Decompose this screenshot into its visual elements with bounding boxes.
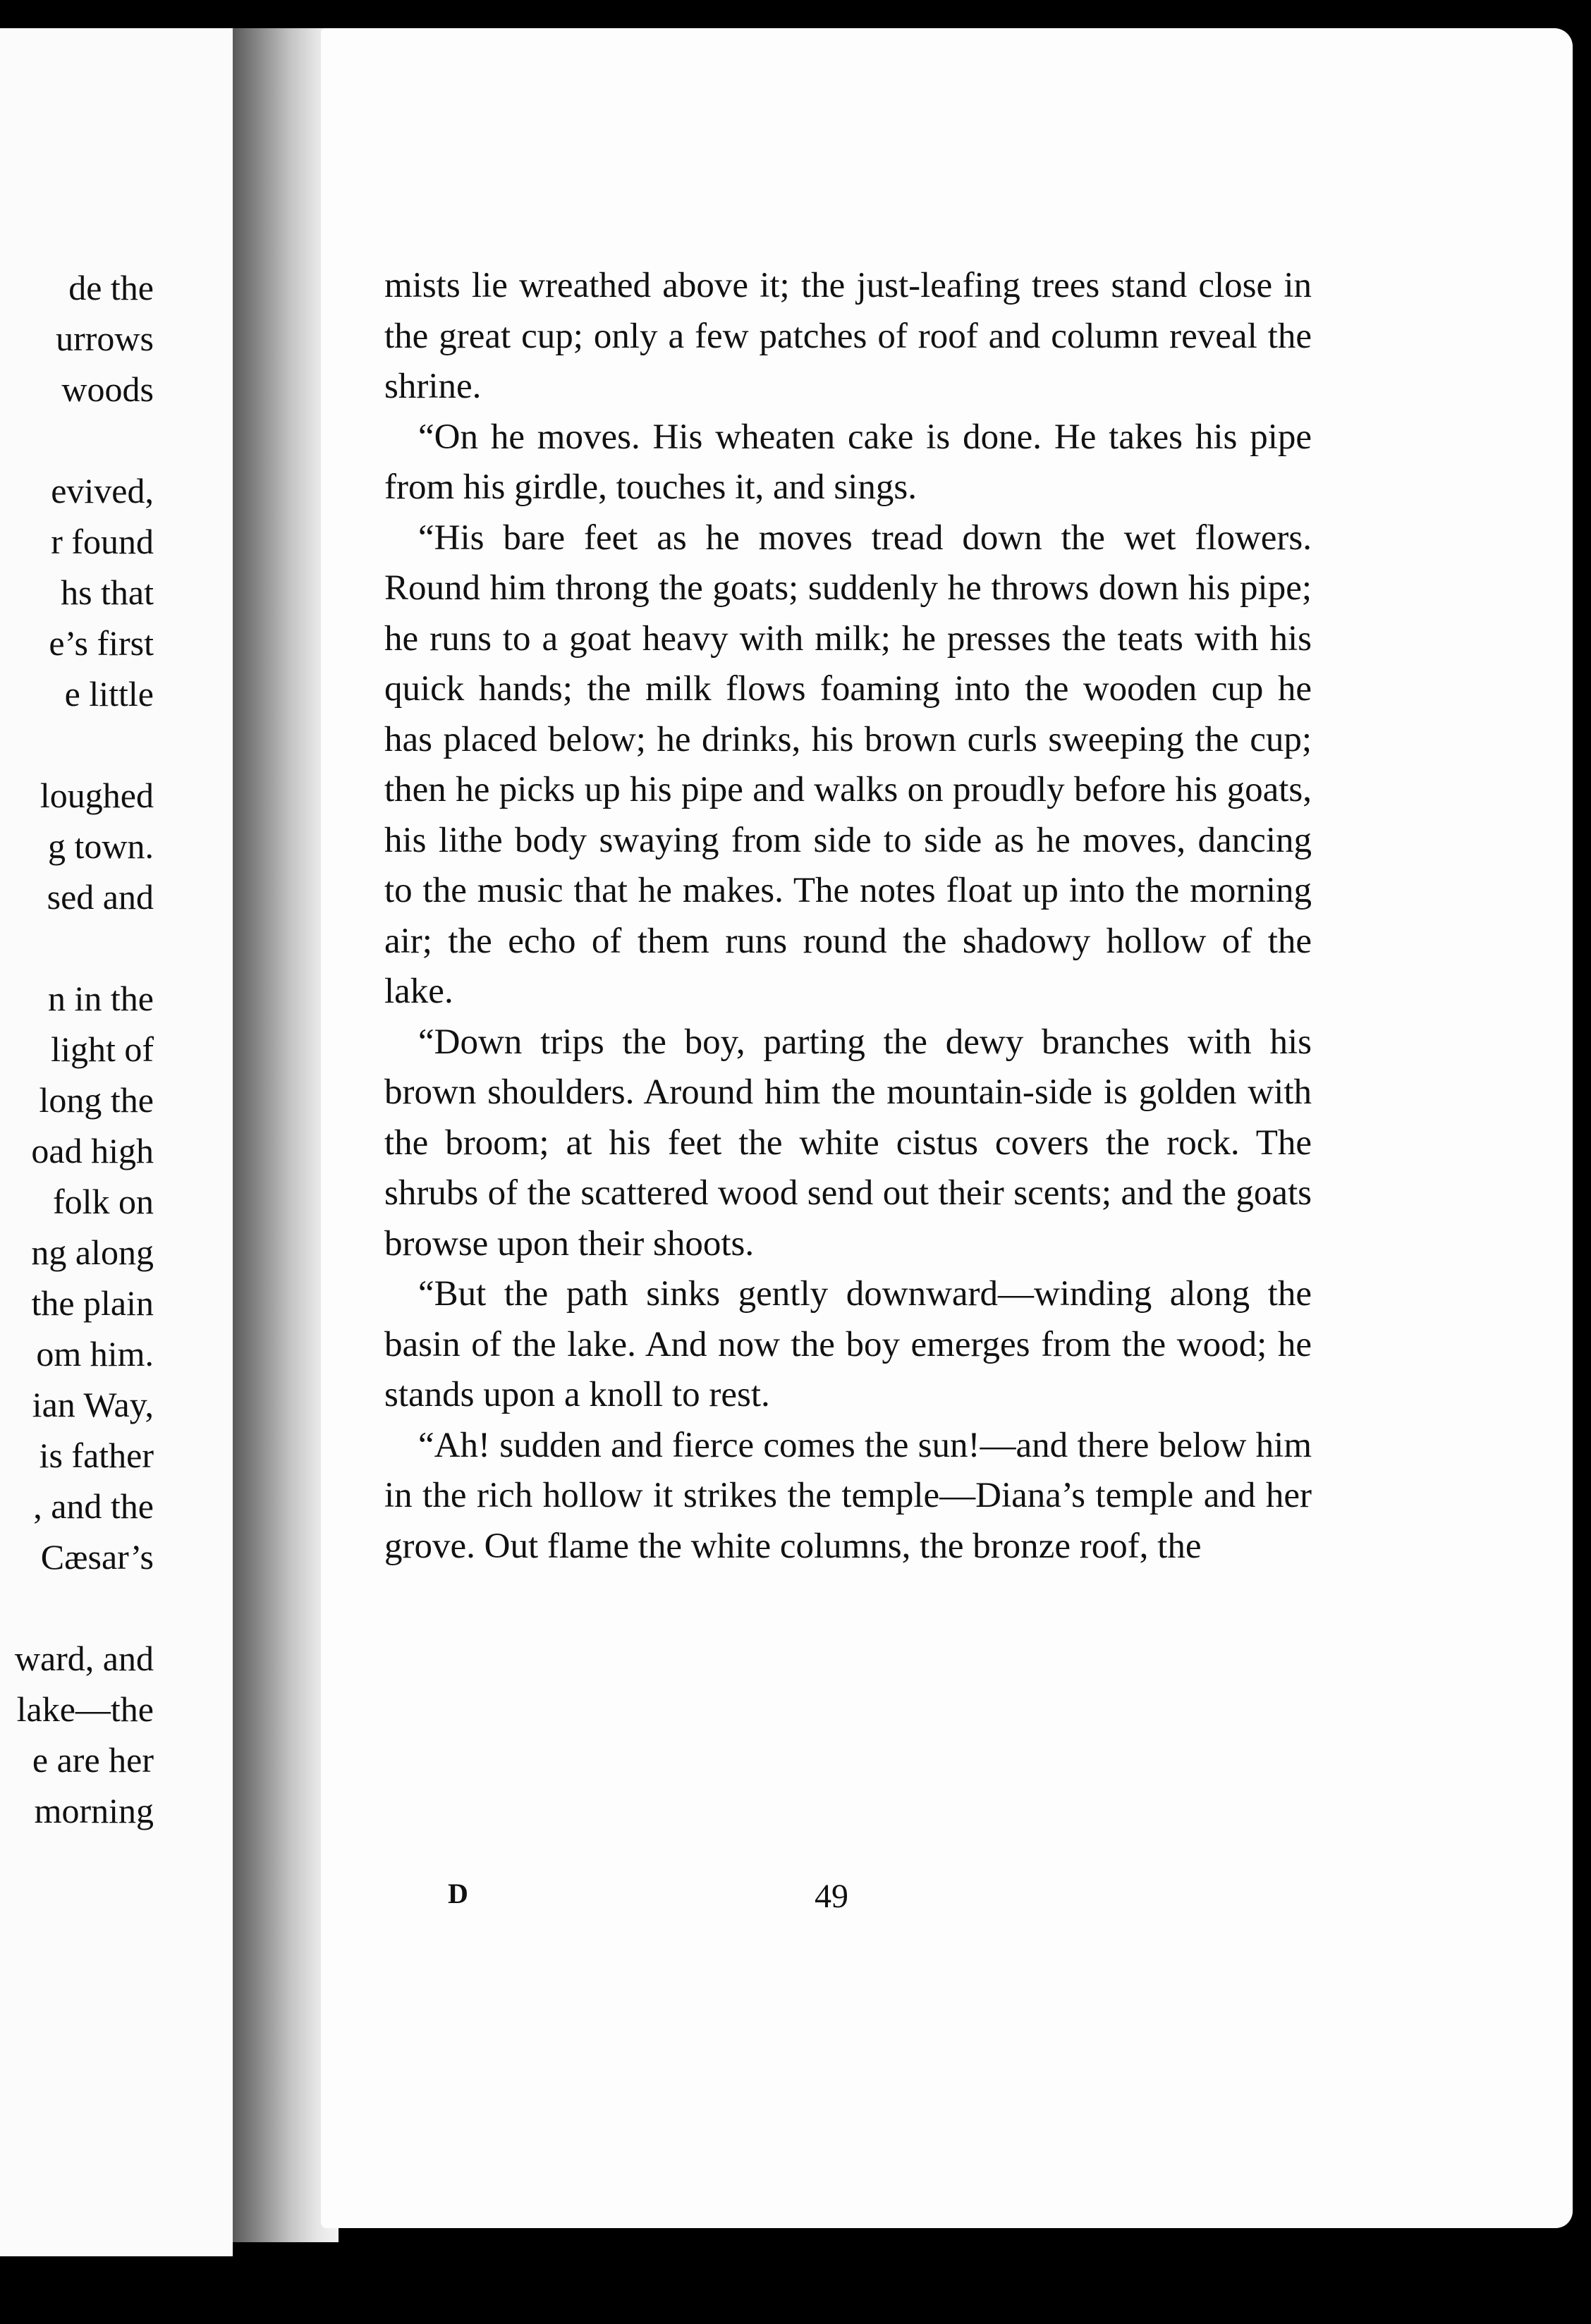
left-line: urrows xyxy=(56,319,154,358)
left-line: lake—the xyxy=(16,1689,154,1729)
signature-mark: D xyxy=(448,1878,468,1909)
left-line: oad high xyxy=(31,1131,154,1170)
left-page xyxy=(0,28,233,2256)
left-line: woods xyxy=(61,369,154,409)
left-line: ward, and xyxy=(14,1639,154,1678)
paragraph: “Ah! sudden and fierce comes the sun!—and there below him in the rich hollow it strikes the temple—Diana’s temple and her grove. Out flame the white columns, the bronze roof, the xyxy=(384,1425,1312,1566)
left-line: sed and xyxy=(47,877,154,917)
left-line: Cæsar’s xyxy=(40,1537,154,1577)
paragraph: “His bare feet as he moves tread down the wet flowers. Round him throng the goats; suddenly he throws down his pipe; he runs to a goat heavy with milk; he presses the teats with his quick hands; the milk flows foaming into the wooden cup he has placed below; he drinks, his brown curls sweeping the cup; then he picks up his pipe and walks on proudly before his goats, his lithe body swaying from side to side as he moves, dancing to the music that he makes. The notes float up into the morning air; the echo of them runs round the shadowy hollow of the lake. xyxy=(384,518,1312,1011)
paragraph: mists lie wreathed above it; the just-leafing trees stand close in the great cup; only a few patches of roof and column reveal the shrine. xyxy=(384,266,1312,406)
left-line: g town. xyxy=(48,826,154,866)
left-line: , and the xyxy=(33,1486,154,1526)
left-line: long the xyxy=(39,1080,154,1120)
left-line-gap xyxy=(15,415,154,465)
page-body xyxy=(384,261,1312,1572)
left-line: evived, xyxy=(51,471,154,510)
left-line: light of xyxy=(51,1029,154,1069)
left-line: ng along xyxy=(31,1233,154,1272)
paragraph: “But the path sinks gently downward—winding along the basin of the lake. And now the boy emerges from the wood; he stands upon a knoll to rest. xyxy=(384,1274,1312,1414)
left-line: the plain xyxy=(31,1283,154,1323)
left-line: folk on xyxy=(52,1182,154,1221)
page-number: 49 xyxy=(815,1878,848,1915)
left-line: hs that xyxy=(61,573,154,612)
left-line: e’s first xyxy=(49,623,154,663)
page-footer xyxy=(384,1877,1312,1919)
left-line: morning xyxy=(34,1791,154,1830)
left-page-text xyxy=(15,262,154,1836)
left-line-gap xyxy=(15,922,154,973)
left-line: n in the xyxy=(48,979,154,1018)
left-line: om him. xyxy=(36,1334,154,1374)
left-line: loughed xyxy=(39,776,154,815)
left-line: ian Way, xyxy=(32,1385,154,1424)
paragraph: “Down trips the boy, parting the dewy branches with his brown shoulders. Around him the mountain-side is golden with the broom; at his feet the white cistus covers the rock. The shrubs of the scattered wood send out their scents; and the goats browse upon their shoots. xyxy=(384,1022,1312,1264)
left-line: de the xyxy=(68,268,154,307)
left-line: e little xyxy=(64,674,154,714)
left-line: is father xyxy=(39,1436,154,1475)
left-line: r found xyxy=(51,522,154,561)
left-line: e are her xyxy=(32,1740,154,1780)
left-line-gap xyxy=(15,719,154,770)
paragraph: “On he moves. His wheaten cake is done. He takes his pipe from his girdle, touches it, and sings. xyxy=(384,417,1312,507)
left-line-gap xyxy=(15,1582,154,1633)
